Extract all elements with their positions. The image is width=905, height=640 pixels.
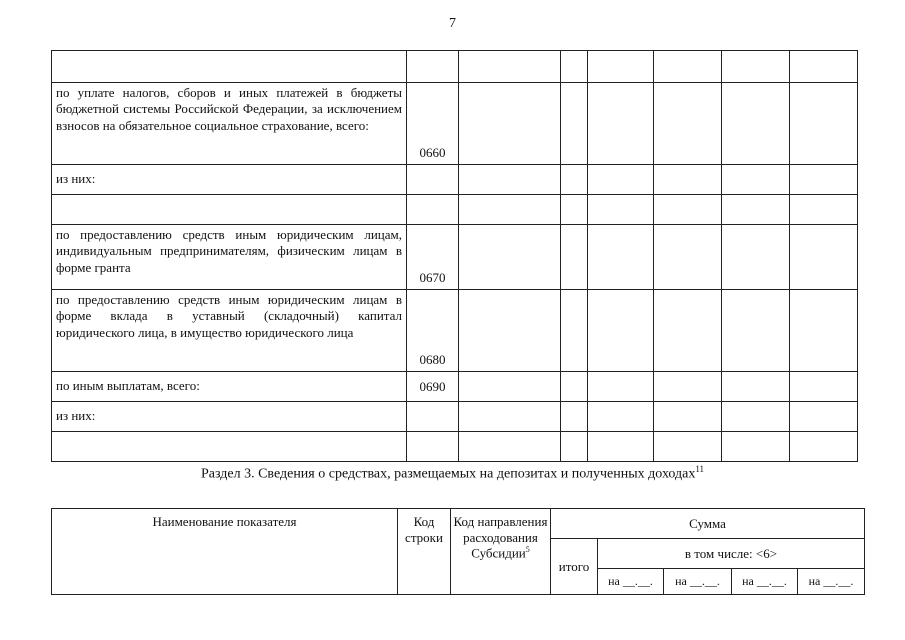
value-cell: [654, 83, 722, 165]
header-total: итого: [551, 539, 598, 595]
row-name: по предоставлению средств иным юридическим лицам в форме вклада в уставный (складочный) капитал юридического лица, в имущество юридического лица: [52, 290, 407, 372]
table-row: [52, 165, 858, 195]
row-name: по предоставлению средств иным юридическим лицам, индивидуальным предпринимателям, физическим лицам в форме гранта: [52, 225, 407, 290]
value-cell: [561, 402, 588, 432]
value-cell: [588, 225, 654, 290]
deposits-table: [51, 508, 865, 595]
value-cell: [654, 402, 722, 432]
value-cell: [790, 51, 858, 83]
header-period-3: на __.__.: [732, 569, 798, 595]
value-cell: [588, 51, 654, 83]
value-cell: [722, 165, 790, 195]
value-cell: [790, 372, 858, 402]
header-row-code: Код строки: [398, 509, 451, 595]
value-cell: [654, 51, 722, 83]
section-3-title: [0, 464, 905, 483]
value-cell: [561, 290, 588, 372]
value-cell: [588, 432, 654, 462]
value-cell: [561, 165, 588, 195]
header-period-1: на __.__.: [598, 569, 664, 595]
value-cell: [790, 402, 858, 432]
header-indicator-name: Наименование показателя: [52, 509, 398, 595]
value-cell: [722, 83, 790, 165]
row-code: 0660: [407, 83, 459, 165]
value-cell: [459, 225, 561, 290]
table-row: [52, 290, 858, 372]
value-cell: [561, 225, 588, 290]
table-row: [52, 225, 858, 290]
value-cell: [459, 432, 561, 462]
table-row: [52, 51, 858, 83]
value-cell: [459, 372, 561, 402]
value-cell: [654, 372, 722, 402]
value-cell: [722, 432, 790, 462]
value-cell: [459, 165, 561, 195]
value-cell: [588, 165, 654, 195]
value-cell: [459, 51, 561, 83]
table-row: [52, 402, 858, 432]
row-name: из них:: [52, 402, 407, 432]
value-cell: [561, 51, 588, 83]
value-cell: [654, 290, 722, 372]
value-cell: [722, 195, 790, 225]
table-row: [52, 372, 858, 402]
header-including: в том числе: <6>: [598, 539, 865, 569]
table-row: [52, 432, 858, 462]
row-code: 0670: [407, 225, 459, 290]
section-3-footnote: 11: [695, 464, 705, 474]
value-cell: [790, 195, 858, 225]
header-period-4: на __.__.: [798, 569, 865, 595]
header-direction-code: [451, 509, 551, 595]
value-cell: [588, 372, 654, 402]
value-cell: [588, 195, 654, 225]
row-name: по уплате налогов, сборов и иных платежей в бюджеты бюджетной системы Российской Федерации, за исключением взносов на обязательное социальное страхование, всего:: [52, 83, 407, 165]
value-cell: [722, 372, 790, 402]
row-code: [407, 402, 459, 432]
value-cell: [654, 195, 722, 225]
row-name: по иным выплатам, всего:: [52, 372, 407, 402]
value-cell: [790, 225, 858, 290]
header-direction-footnote: 5: [525, 545, 530, 555]
value-cell: [790, 432, 858, 462]
value-cell: [459, 195, 561, 225]
value-cell: [790, 290, 858, 372]
header-period-2: на __.__.: [664, 569, 732, 595]
page-number: 7: [449, 16, 456, 31]
value-cell: [561, 83, 588, 165]
value-cell: [459, 290, 561, 372]
row-code: [407, 51, 459, 83]
value-cell: [722, 51, 790, 83]
row-code: [407, 432, 459, 462]
value-cell: [654, 432, 722, 462]
row-code: 0690: [407, 372, 459, 402]
value-cell: [588, 290, 654, 372]
value-cell: [588, 402, 654, 432]
table-row: [52, 83, 858, 165]
value-cell: [459, 402, 561, 432]
header-sum: Сумма: [551, 509, 865, 539]
value-cell: [722, 402, 790, 432]
row-code: 0680: [407, 290, 459, 372]
value-cell: [561, 195, 588, 225]
value-cell: [561, 372, 588, 402]
value-cell: [654, 165, 722, 195]
value-cell: [561, 432, 588, 462]
value-cell: [459, 83, 561, 165]
row-name: [52, 51, 407, 83]
expenses-table: [51, 50, 858, 462]
value-cell: [588, 83, 654, 165]
row-code: [407, 195, 459, 225]
value-cell: [722, 290, 790, 372]
header-direction-text: Код направления расходования Субсидии: [453, 514, 548, 561]
row-name: [52, 432, 407, 462]
value-cell: [654, 225, 722, 290]
row-name: из них:: [52, 165, 407, 195]
table-row: [52, 195, 858, 225]
row-name: [52, 195, 407, 225]
value-cell: [790, 83, 858, 165]
section-3-title-text: Раздел 3. Сведения о средствах, размещаемых на депозитах и полученных доходах: [200, 466, 696, 482]
row-code: [407, 165, 459, 195]
value-cell: [722, 225, 790, 290]
value-cell: [790, 165, 858, 195]
